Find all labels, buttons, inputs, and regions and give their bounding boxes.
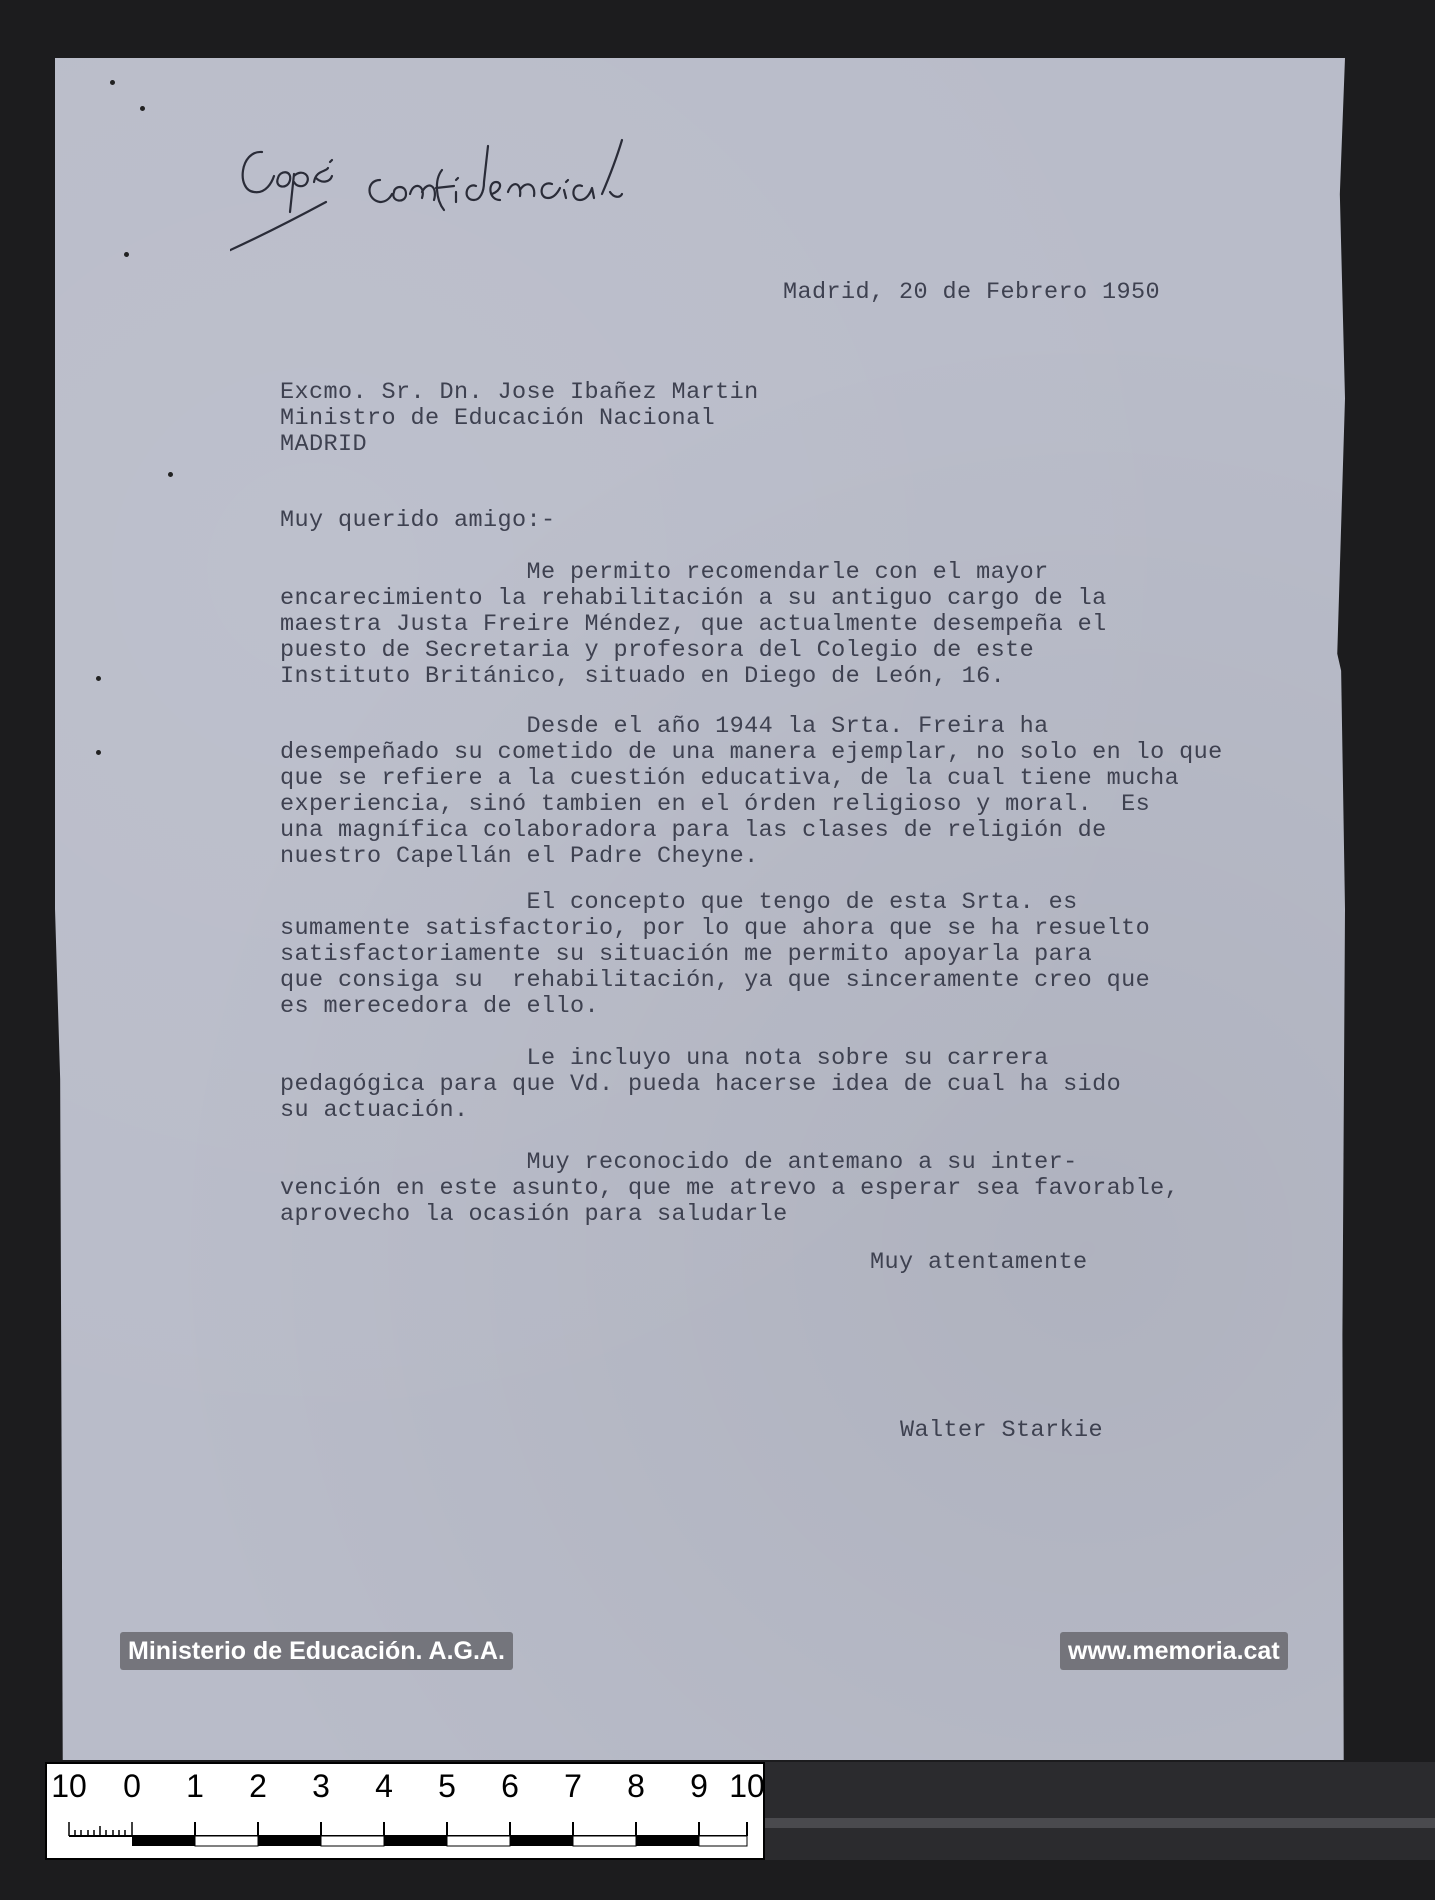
handwritten-annotation	[230, 120, 670, 260]
ruler-label: 4	[375, 1768, 393, 1804]
paragraph-line: que se refiere a la cuestión educativa, de la cual tiene mucha	[280, 765, 1180, 792]
paragraph-line: puesto de Secretaria y profesora del Colegio de este	[280, 637, 1035, 664]
archive-watermark: Ministerio de Educación. A.G.A.	[120, 1632, 513, 1670]
paragraph-line: su actuación.	[280, 1097, 469, 1124]
signature-name: Walter Starkie	[900, 1417, 1104, 1444]
ruler-label: 5	[438, 1768, 456, 1804]
address-line-1: Excmo. Sr. Dn. Jose Ibañez Martin	[280, 379, 759, 406]
paragraph-line: Instituto Británico, situado en Diego de León, 16.	[280, 663, 1006, 690]
paragraph-line: Le incluyo una nota sobre su carrera	[280, 1045, 1049, 1072]
paragraph-line: pedagógica para que Vd. pueda hacerse idea de cual ha sido	[280, 1071, 1122, 1098]
margin-dot	[96, 750, 101, 755]
ruler-ticks	[47, 1808, 763, 1858]
paragraph-line: satisfactoriamente su situación me permito apoyarla para	[280, 941, 1093, 968]
address-line-3: MADRID	[280, 431, 368, 458]
paragraph-line: encarecimiento la rehabilitación a su antiguo cargo de la	[280, 585, 1107, 612]
ruler-label: 0	[123, 1768, 141, 1804]
paragraph-line: aprovecho la ocasión para saludarle	[280, 1201, 788, 1228]
paragraph-line: que consiga su rehabilitación, ya que sinceramente creo que	[280, 967, 1151, 994]
ruler-label: 7	[564, 1768, 582, 1804]
letter-date: Madrid, 20 de Febrero 1950	[783, 279, 1161, 306]
paragraph-line: Muy reconocido de antemano a su inter-	[280, 1149, 1078, 1176]
ruler-label: 6	[501, 1768, 519, 1804]
paragraph-line: Me permito recomendarle con el mayor	[280, 559, 1049, 586]
ruler-label: 8	[627, 1768, 645, 1804]
handwriting-scribble	[230, 120, 670, 260]
ruler-labels	[47, 1768, 763, 1808]
margin-dot	[168, 472, 173, 477]
paragraph-line: una magnífica colaboradora para las clases de religión de	[280, 817, 1107, 844]
paragraph-line: sumamente satisfactorio, por lo que ahora que se ha resuelto	[280, 915, 1151, 942]
ruler-extension-bar	[765, 1818, 1435, 1828]
paragraph-line: maestra Justa Freire Méndez, que actualmente desempeña el	[280, 611, 1107, 638]
paragraph-line: Desde el año 1944 la Srta. Freira ha	[280, 713, 1049, 740]
paragraph-line: desempeñado su cometido de una manera ejemplar, no solo en lo que	[280, 739, 1223, 766]
margin-dot	[140, 106, 145, 111]
closing: Muy atentamente	[870, 1249, 1088, 1276]
paragraph-line: vención en este asunto, que me atrevo a esperar sea favorable,	[280, 1175, 1180, 1202]
ruler-extension	[765, 1762, 1435, 1860]
paragraph-line: El concepto que tengo de esta Srta. es	[280, 889, 1078, 916]
scale-ruler	[45, 1762, 765, 1860]
handwritten-annotation-text	[230, 120, 231, 121]
paragraph-line: experiencia, sinó tambien en el órden religioso y moral. Es	[280, 791, 1151, 818]
paragraph-line: es merecedora de ello.	[280, 993, 600, 1020]
ruler-label: 10	[51, 1768, 87, 1804]
address-line-2: Ministro de Educación Nacional	[280, 405, 716, 432]
margin-dot	[110, 80, 115, 85]
ruler-label: 10	[729, 1768, 765, 1804]
ruler-label: 9	[690, 1768, 708, 1804]
margin-dot	[124, 252, 129, 257]
ruler-label: 1	[186, 1768, 204, 1804]
website-watermark: www.memoria.cat	[1060, 1632, 1288, 1670]
ruler-label: 2	[249, 1768, 267, 1804]
ruler-label: 3	[312, 1768, 330, 1804]
salutation: Muy querido amigo:-	[280, 507, 556, 534]
margin-dot	[96, 676, 101, 681]
paragraph-line: nuestro Capellán el Padre Cheyne.	[280, 843, 759, 870]
